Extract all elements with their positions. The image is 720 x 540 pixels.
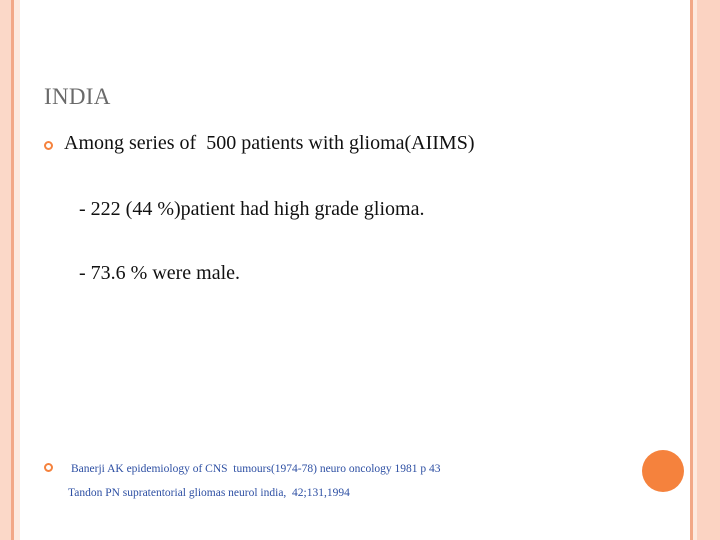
reference-tandon: Tandon PN supratentorial gliomas neurol india, 42;131,1994 bbox=[68, 487, 350, 499]
main-bullet-text: Among series of 500 patients with glioma(AIIMS) bbox=[64, 132, 475, 154]
slide-title: INDIA bbox=[44, 84, 111, 109]
reference-bullet-ring-icon bbox=[44, 463, 53, 472]
orange-circle-decoration bbox=[642, 450, 684, 492]
sub-point-high-grade: - 222 (44 %)patient had high grade glioma. bbox=[79, 198, 425, 220]
bullet-ring-icon bbox=[44, 141, 53, 150]
sub-point-male: - 73.6 % were male. bbox=[79, 262, 241, 284]
reference-banerji: Banerji AK epidemiology of CNS tumours(1974-78) neuro oncology 1981 p 43 bbox=[71, 463, 441, 475]
left-decor-bar-inner bbox=[14, 0, 20, 540]
left-decor-bar-outer bbox=[0, 0, 11, 540]
right-decor-bar-outer bbox=[697, 0, 720, 540]
